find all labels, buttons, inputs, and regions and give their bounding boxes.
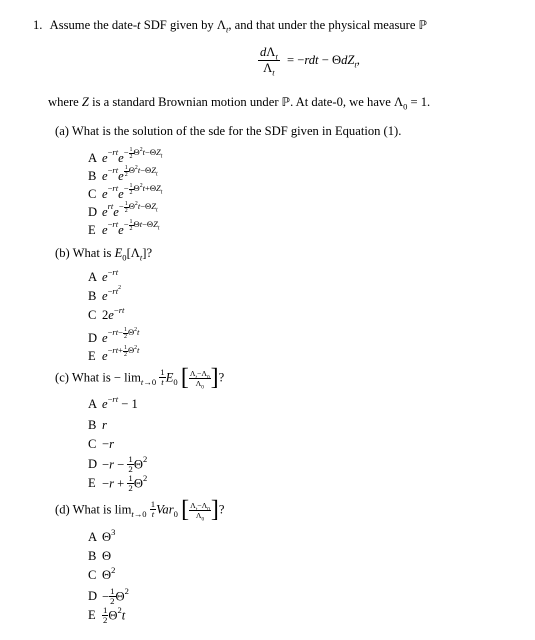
option-d-A[interactable]: A $\Theta^3$	[88, 526, 116, 544]
question-header	[33, 18, 427, 33]
option-c-C[interactable]: C −r	[88, 437, 115, 451]
option-d-D[interactable]: D − $\frac{1}{2}$ $\Theta^2$	[88, 585, 129, 607]
option-c-A[interactable]: A $e^{-rt} - 1$	[88, 393, 138, 411]
part-b-prompt: (b) What is $E_0[\Lambda_t]$?	[55, 246, 153, 263]
part-a-prompt: (a) What is the solution of the sde for the SDF given in Equation (1).	[55, 124, 402, 138]
option-d-E[interactable]: E $\frac{1}{2}$ $\Theta^2t$	[88, 604, 126, 626]
option-b-C[interactable]: C $2e^{-rt}$	[88, 304, 125, 322]
question-context: where Z is a standard Brownian motion under ℙ. At date-0, we have $\Lambda_0 = 1$.	[48, 95, 431, 112]
question-number: 1.	[33, 18, 43, 32]
option-c-E[interactable]: E −r + $\frac{1}{2}$ $\Theta^2$	[88, 472, 148, 494]
question-intro: Assume the date-t SDF given by $\Lambda_t$, and that under the physical measure ℙ	[49, 18, 427, 35]
option-b-A[interactable]: A $e^{-rt}$	[88, 266, 119, 284]
option-c-D[interactable]: D −r − $\frac{1}{2}$ $\Theta^2$	[88, 453, 148, 475]
option-c-B[interactable]: B r	[88, 418, 107, 432]
option-b-B[interactable]: B $e^{-rt^2}$	[88, 284, 122, 303]
part-d-prompt: (d) What is $\lim_{t\to 0}$ $\frac{1}{t}$ Var$_0$ [ $\frac{\Lambda_t-\Lambda_0}{\Lambda_0}$ ]?	[55, 496, 225, 523]
option-a-A[interactable]: A $e^{-rt}e^{- \frac{1}{2} \Theta^2t-\Theta Z_t}$	[88, 146, 163, 165]
part-c-prompt: (c) What is − $\lim_{t\to 0}$ $\frac{1}{t}$ $E_0$ [ $\frac{\Lambda_t-\Lambda_0}{\Lambda_0}$ ]?	[55, 364, 225, 391]
option-a-C[interactable]: C $e^{-rt}e^{- \frac{1}{2} \Theta^2t+\Theta Z_t}$	[88, 182, 163, 201]
option-d-B[interactable]: B Θ	[88, 549, 112, 563]
option-a-B[interactable]: B $e^{-rt}e$ $^{\frac{1}{2} \Theta^2t-\Theta Z_t}$	[88, 164, 158, 183]
option-b-D[interactable]: D $e^{-rt- \frac{1}{2} \Theta^2t}$	[88, 326, 140, 345]
option-d-C[interactable]: C $\Theta^2$	[88, 564, 116, 582]
option-a-D[interactable]: D $e^{rt}e^{- \frac{1}{2} \Theta^2t-\Theta Z_t}$	[88, 200, 158, 219]
option-a-E[interactable]: E $e^{-rt}e^{- \frac{1}{2} \Theta t-\Theta Z_t}$	[88, 218, 160, 237]
sde-equation: $\frac{d\Lambda_t}{\Lambda_t}$ = −rdt − ΘdZ$_t$,	[260, 45, 360, 78]
option-b-E[interactable]: E $e^{-rt+ \frac{1}{2} \Theta^2t}$	[88, 344, 140, 363]
